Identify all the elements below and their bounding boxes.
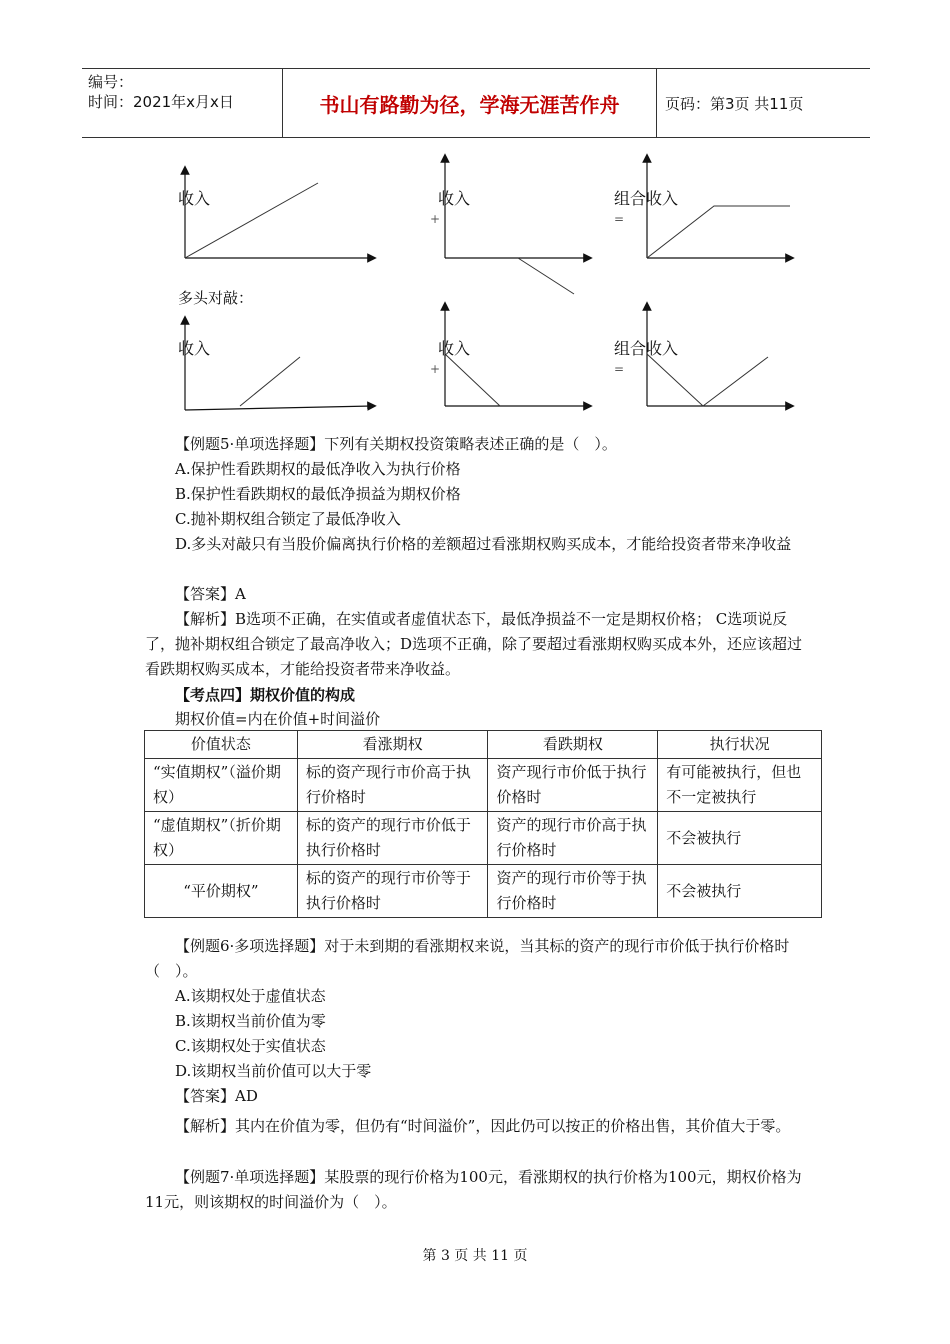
motto: 书山有路勤为径，学海无涯苦作舟 <box>282 69 657 137</box>
page-header <box>82 68 870 138</box>
table-cell: 资产现行市价低于执行价格时 <box>488 759 658 812</box>
example5-question: 【例题5·单项选择题】下列有关期权投资策略表述正确的是（ ）。 <box>175 435 617 453</box>
table-row <box>145 812 822 865</box>
chart6-label: 组合收入 <box>614 339 679 358</box>
table-header-row <box>145 731 822 759</box>
example6-option-b: B.该期权当前价值为零 <box>175 1012 326 1030</box>
example5-option-d: D.多头对敲只有当股价偏离执行价格的差额超过看涨期权购买成本，才能给投资者带来净收益 <box>175 535 792 553</box>
section-title: 【考点四】期权价值的构成 <box>175 686 356 704</box>
example6-option-c: C.该期权处于实值状态 <box>175 1037 326 1055</box>
payoff-line <box>647 206 790 258</box>
chart5-label: 收入 <box>438 339 471 358</box>
equals-symbol: = <box>614 362 625 376</box>
table-header: 看涨期权 <box>297 731 488 759</box>
chart-short-call <box>445 158 588 294</box>
example6-question: 【例题6·多项选择题】对于未到期的看涨期权来说，当其标的资产的现行市价低于执行价格时（ ）。 <box>145 937 790 980</box>
page-footer: 第 3 页 共 11 页 <box>422 1248 528 1264</box>
example7-question: 【例题7·单项选择题】某股票的现行价格为100元，看涨期权的执行价格为100元，期权价格为11元，则该期权的时间溢价为（ ）。 <box>145 1168 802 1211</box>
table-row <box>145 759 822 812</box>
table-cell: 标的资产现行市价高于执行价格时 <box>297 759 488 812</box>
table-cell: 有可能被执行，但也不一定被执行 <box>658 759 822 812</box>
chart1-label: 收入 <box>178 189 211 208</box>
payoff-line <box>240 357 300 406</box>
example6-option-a: A.该期权处于虚值状态 <box>175 987 326 1005</box>
table-cell: 标的资产的现行市价等于执行价格时 <box>297 865 488 918</box>
table-row <box>145 865 822 918</box>
example5-option-b: B.保护性看跌期权的最低净损益为期权价格 <box>175 485 461 503</box>
table-header: 看跌期权 <box>488 731 658 759</box>
example5-analysis: 【解析】B选项不正确，在实值或者虚值状态下，最低净损益不一定是期权价格； C选项说反了，抛补期权组合锁定了最高净收入；D选项不正确，除了要超过看涨期权购买成本外，还应该超过看跌期权购买成本，才能给投资者带来净收益。 <box>145 610 803 678</box>
option-value-table <box>144 730 822 918</box>
straddle-title: 多头对敲： <box>178 289 254 307</box>
chart-long-call <box>185 320 372 410</box>
table-cell: “平价期权” <box>145 865 298 918</box>
table-cell: 资产的现行市价高于执行价格时 <box>488 812 658 865</box>
example5-option-a: A.保护性看跌期权的最低净收入为执行价格 <box>175 460 461 478</box>
plus-symbol: + <box>430 362 441 376</box>
example6-answer: 【答案】AD <box>175 1087 258 1105</box>
table-cell: 资产的现行市价等于执行价格时 <box>488 865 658 918</box>
payoff-line <box>518 258 574 294</box>
number-label: 编号： <box>88 73 134 91</box>
table-cell: 不会被执行 <box>658 812 822 865</box>
payoff-diagram-row2 <box>0 300 950 420</box>
date-label: 时间：2021年x月x日 <box>88 93 234 111</box>
chart2-label: 收入 <box>438 189 471 208</box>
table-cell: “虚值期权”（折价期权） <box>145 812 298 865</box>
equals-symbol: = <box>614 212 625 226</box>
header-left <box>82 69 282 137</box>
payoff-line <box>445 354 500 406</box>
chart4-label: 收入 <box>178 339 211 358</box>
plus-symbol: + <box>430 212 441 226</box>
table-cell: 不会被执行 <box>658 865 822 918</box>
example5-option-c: C.抛补期权组合锁定了最低净收入 <box>175 510 401 528</box>
chart3-label: 组合收入 <box>614 189 679 208</box>
payoff-line <box>647 354 768 406</box>
section-formula: 期权价值=内在价值+时间溢价 <box>175 710 381 728</box>
table-header: 执行状况 <box>658 731 822 759</box>
example6-option-d: D.该期权当前价值可以大于零 <box>175 1062 372 1080</box>
example6-analysis: 【解析】其内在价值为零，但仍有“时间溢价”，因此仍可以按正的价格出售，其价值大于零。 <box>175 1117 791 1135</box>
table-header: 价值状态 <box>145 731 298 759</box>
page-label: 页码：第3页 共11页 <box>665 94 804 113</box>
chart-long-stock <box>185 170 372 258</box>
table-cell: “实值期权”（溢价期权） <box>145 759 298 812</box>
example5-answer: 【答案】A <box>175 585 246 603</box>
table-cell: 标的资产的现行市价低于执行价格时 <box>297 812 488 865</box>
